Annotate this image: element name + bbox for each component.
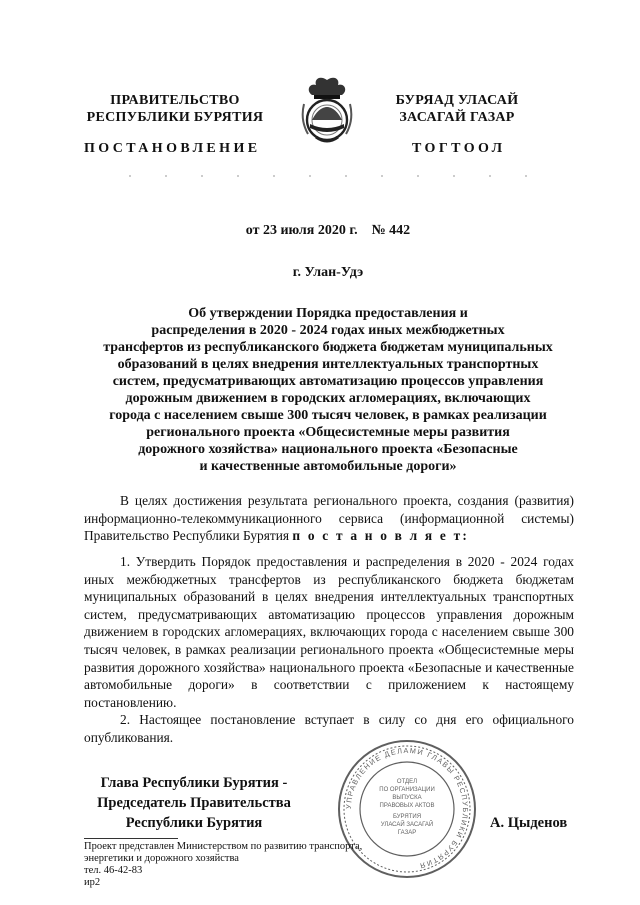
signatory-position <box>84 773 304 833</box>
doc-type-ru: ПОСТАНОВЛЕНИЕ <box>84 141 261 156</box>
title-line: дорожного хозяйства» национального проекта «Безопасные <box>138 442 518 457</box>
footer-line3: тел. 46-42-83 <box>84 865 143 876</box>
item-1-paragraph: 1. Утвердить Порядок предоставления и распределения в 2020 - 2024 годах иных межбюджетных трансфертов из республиканского бюджета бюджетам муниципальных образований в целях внедрения интеллектуальных транспортных систем, предусматривающих автоматизацию процессов управления дорожным движением в городских агломерациях, включающих города с населением свыше 300 тысяч человек, в рамках реализации регионального проекта «Общесистемные меры развития дорожного хозяйства» национального проекта «Безопасные и качественные автомобильные дороги» в соответствии с приложением к настоящему постановлению. <box>84 554 574 710</box>
title-line: трансфертов из республиканского бюджета бюджетам муниципальных <box>103 340 553 355</box>
signatory-position-line3: Республики Бурятия <box>125 815 263 831</box>
footer-divider <box>84 838 178 839</box>
document-title <box>60 305 596 475</box>
government-name-ru-line1: ПРАВИТЕЛЬСТВО <box>110 93 240 108</box>
stamp-ring-text: УПРАВЛЕНИЕ ДЕЛАМИ ГЛАВЫ РЕСПУБЛИКИ БУРЯТИЯ <box>343 745 471 871</box>
title-line: и качественные автомобильные дороги» <box>199 459 457 474</box>
signatory-position-line2: Председатель Правительства <box>97 795 291 811</box>
title-line: распределения в 2020 - 2024 годах иных межбюджетных <box>151 323 505 338</box>
government-name-ru-line2: РЕСПУБЛИКИ БУРЯТИЯ <box>86 110 264 125</box>
doc-type-bua: ТОГТООЛ <box>412 141 506 156</box>
signatory-position-line1: Глава Республики Бурятия - <box>100 775 288 791</box>
city: г. Улан-Удэ <box>292 265 364 280</box>
title-line: города с населением свыше 300 тысяч человек, в рамках реализации <box>109 408 547 423</box>
intro-paragraph <box>84 492 574 545</box>
government-name-bua-line2: ЗАСАГАЙ ГАЗАР <box>399 110 515 125</box>
decree-keyword: п о с т а н о в л я е т: <box>292 528 470 544</box>
stamp-inner-line: ОТДЕЛ <box>396 779 418 785</box>
stamp-inner-line: ПРАВОВЫХ АКТОВ <box>379 803 435 809</box>
government-name-bua-line1: БУРЯАД УЛАСАЙ <box>395 93 519 108</box>
date-number: от 23 июля 2020 г. № 442 <box>245 223 411 238</box>
intro-text: В целях достижения результата регионального проекта, создания (развития) информационно-телекоммуникационного сервиса (информационной системы) Правительство Республики Бурятия <box>84 493 574 544</box>
title-line: дорожным движением в городских агломерациях, включающих <box>125 391 531 406</box>
item-2-paragraph: 2. Настоящее постановление вступает в силу со дня его официального опубликования. <box>84 712 574 745</box>
title-line: образований в целях внедрения интеллектуальных транспортных <box>117 357 539 372</box>
title-line: Об утверждении Порядка предоставления и <box>188 306 468 321</box>
footer-line1: Проект представлен Министерством по развитию транспорта, <box>84 841 363 852</box>
footer-line4: ир2 <box>84 877 101 888</box>
coat-of-arms-icon <box>296 74 358 148</box>
stamp-inner-line: ВЫПУСКА <box>392 795 422 801</box>
title-line: регионального проекта «Общесистемные меры развития <box>146 425 510 440</box>
header-divider <box>112 174 544 178</box>
signatory-name: А. Цыденов <box>490 815 568 831</box>
footer-line2: энергетики и дорожного хозяйства <box>84 853 239 864</box>
stamp-inner-line: УЛАСАЙ ЗАСАГАЙ <box>380 822 434 828</box>
footer-note <box>84 841 504 889</box>
stamp-inner-line: ГАЗАР <box>397 830 417 836</box>
government-name-bua <box>376 92 538 126</box>
stamp-inner-line: БУРЯТИЯ <box>392 814 422 820</box>
title-line: систем, предусматривающих автоматизацию процессов управления <box>112 374 544 389</box>
government-name-ru <box>86 92 264 126</box>
stamp-inner-line: ПО ОРГАНИЗАЦИИ <box>379 787 435 793</box>
